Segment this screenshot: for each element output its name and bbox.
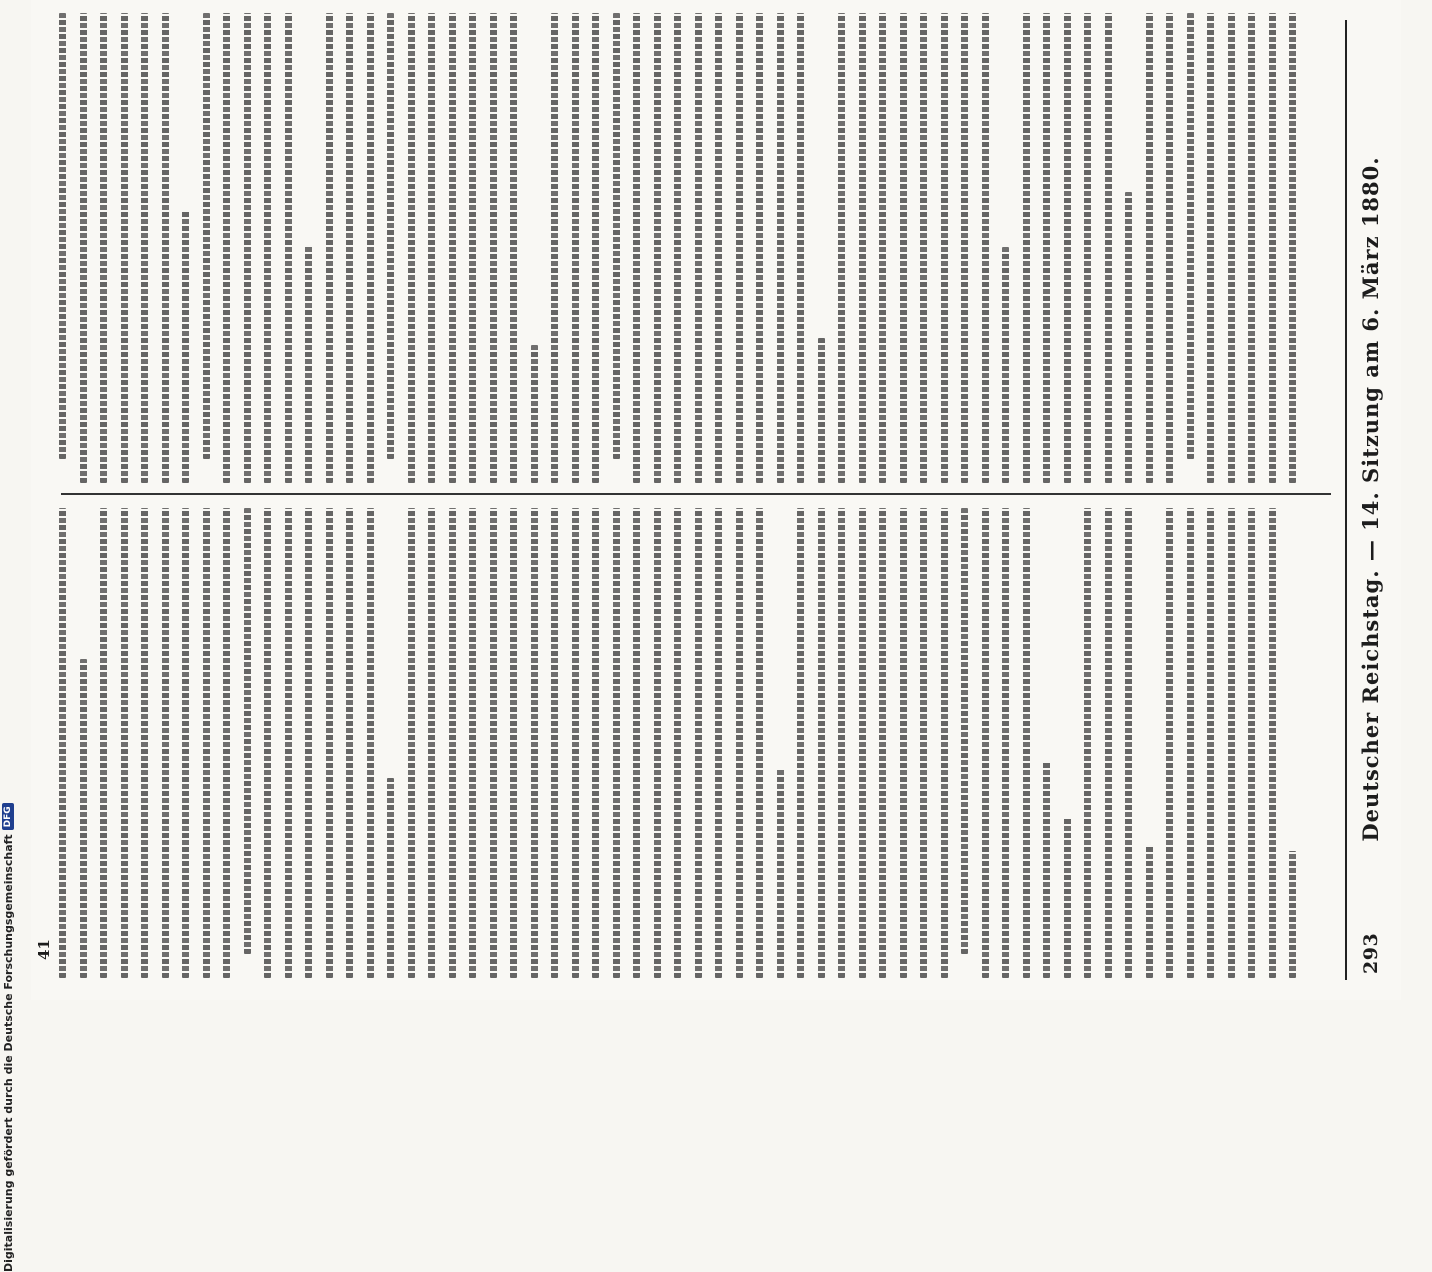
text-line	[920, 13, 927, 483]
text-line	[736, 13, 743, 483]
text-line	[1289, 851, 1296, 978]
text-line	[469, 508, 476, 978]
text-line	[633, 508, 640, 978]
text-line	[1146, 845, 1153, 978]
text-line	[162, 508, 169, 978]
text-line	[1064, 13, 1071, 483]
text-line	[490, 508, 497, 978]
text-line	[900, 13, 907, 483]
text-line	[715, 508, 722, 978]
rotated-page-content	[31, 0, 1401, 1000]
text-line	[674, 13, 681, 483]
text-line	[449, 13, 456, 483]
text-line	[797, 508, 804, 978]
text-line	[1023, 13, 1030, 483]
text-line	[838, 508, 845, 978]
text-line	[1187, 508, 1194, 978]
text-line	[1084, 13, 1091, 483]
text-line	[879, 508, 886, 978]
text-line	[408, 508, 415, 978]
text-line	[1166, 508, 1173, 978]
text-line	[777, 769, 784, 978]
running-header: Deutscher Reichstag. — 14. Sitzung am 6. März 1880.	[1358, 156, 1383, 842]
text-line	[961, 508, 968, 954]
header-rule	[1345, 20, 1347, 980]
text-line	[387, 13, 394, 459]
text-line	[531, 345, 538, 483]
text-line	[264, 13, 271, 483]
text-line	[510, 13, 517, 483]
page-header	[1352, 24, 1392, 974]
text-line	[305, 508, 312, 978]
text-line	[1043, 762, 1050, 978]
text-line	[531, 508, 538, 978]
column-divider	[61, 493, 1331, 495]
text-line	[1064, 818, 1071, 978]
text-line	[1146, 13, 1153, 483]
text-line	[100, 13, 107, 483]
text-line	[920, 508, 927, 978]
text-line	[490, 13, 497, 483]
text-line	[1248, 508, 1255, 978]
text-line	[1207, 508, 1214, 978]
dfg-logo: DFG	[2, 803, 14, 830]
text-line	[838, 13, 845, 483]
text-line	[982, 508, 989, 978]
text-line	[613, 13, 620, 459]
text-line	[244, 508, 251, 954]
text-line	[613, 508, 620, 978]
text-line	[428, 13, 435, 483]
text-line	[326, 13, 333, 483]
text-line	[510, 508, 517, 978]
text-line	[961, 13, 968, 483]
text-line	[223, 13, 230, 483]
text-line	[818, 338, 825, 483]
text-line	[756, 13, 763, 483]
text-line	[736, 508, 743, 978]
text-line	[551, 508, 558, 978]
text-line	[408, 13, 415, 483]
text-line	[1125, 508, 1132, 978]
text-line	[879, 13, 886, 483]
text-line	[346, 508, 353, 978]
text-line	[121, 13, 128, 483]
text-line	[715, 13, 722, 483]
text-line	[80, 659, 87, 978]
text-line	[941, 508, 948, 978]
text-line	[1228, 508, 1235, 978]
text-line	[305, 245, 312, 483]
text-line	[777, 13, 784, 483]
text-line	[141, 508, 148, 978]
text-line	[59, 13, 66, 459]
text-line	[203, 13, 210, 459]
text-line	[551, 13, 558, 483]
text-line	[223, 508, 230, 978]
text-line	[592, 13, 599, 483]
text-line	[1125, 192, 1132, 483]
text-line	[285, 508, 292, 978]
text-line	[695, 508, 702, 978]
text-line	[1248, 13, 1255, 483]
text-line	[387, 778, 394, 978]
text-line	[264, 508, 271, 978]
text-line	[182, 211, 189, 483]
text-line	[162, 13, 169, 483]
page-number: 293	[1360, 932, 1382, 974]
text-line	[572, 13, 579, 483]
text-line	[141, 13, 148, 483]
text-line	[982, 13, 989, 483]
text-line	[1105, 508, 1112, 978]
text-line	[1269, 13, 1276, 483]
text-line	[1207, 13, 1214, 483]
text-line	[572, 508, 579, 978]
text-line	[818, 508, 825, 978]
text-line	[859, 508, 866, 978]
text-line	[900, 508, 907, 978]
text-line	[100, 508, 107, 978]
text-line	[182, 508, 189, 978]
text-line	[203, 508, 210, 978]
text-line	[80, 13, 87, 483]
text-line	[428, 508, 435, 978]
text-line	[1002, 508, 1009, 978]
text-line	[859, 13, 866, 483]
text-line	[1187, 13, 1194, 459]
text-line	[367, 13, 374, 483]
text-line	[941, 13, 948, 483]
text-line	[346, 13, 353, 483]
text-line	[1269, 508, 1276, 978]
text-line	[654, 13, 661, 483]
text-column-right	[55, 5, 1335, 483]
text-line	[756, 508, 763, 978]
digitization-credit	[0, 292, 18, 1272]
text-line	[1002, 247, 1009, 483]
text-line	[654, 508, 661, 978]
text-line	[1043, 13, 1050, 483]
text-line	[367, 508, 374, 978]
text-line	[469, 13, 476, 483]
text-line	[326, 508, 333, 978]
text-line	[592, 508, 599, 978]
text-line	[1084, 508, 1091, 978]
text-line	[674, 508, 681, 978]
text-line	[449, 508, 456, 978]
text-line	[1289, 13, 1296, 483]
text-line	[1105, 13, 1112, 483]
text-line	[1023, 508, 1030, 978]
text-line	[244, 13, 251, 483]
text-line	[285, 13, 292, 483]
text-line	[59, 508, 66, 978]
text-line	[121, 508, 128, 978]
text-line	[1228, 13, 1235, 483]
credit-text: Digitalisierung gefördert durch die Deutsche Forschungsgemeinschaft	[1, 834, 15, 1272]
signature-mark: 41	[35, 939, 53, 960]
text-line	[1166, 13, 1173, 483]
text-line	[633, 13, 640, 483]
text-line	[797, 13, 804, 483]
text-line	[695, 13, 702, 483]
text-column-left	[55, 500, 1335, 978]
